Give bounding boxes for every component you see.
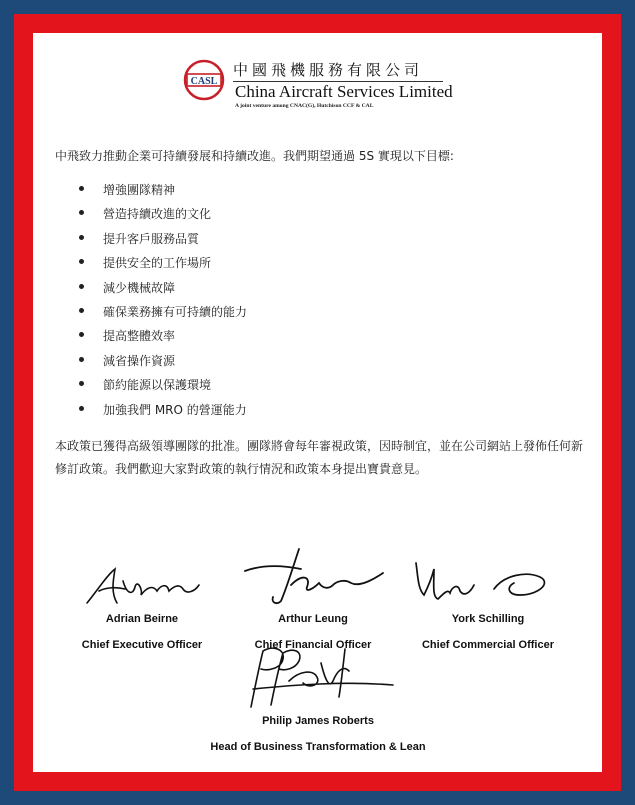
company-name-english: China Aircraft Services Limited: [235, 82, 453, 101]
signature-icon: [408, 553, 558, 609]
signature-block-head-transformation: [163, 641, 473, 759]
signatory-title: Chief Financial Officer: [254, 639, 372, 651]
bullet-icon: [79, 235, 84, 240]
list-item: 提高整體效率: [79, 327, 247, 351]
intro-text: 中飛致力推動企業可持續發展和持續改進。我們期望通過 5S 實現以下目標:: [55, 149, 454, 163]
bullet-icon: [79, 210, 84, 215]
list-item: 減少機械故障: [79, 279, 247, 303]
list-item: 加強我們 MRO 的營運能力: [79, 401, 247, 425]
list-item: 提供安全的工作場所: [79, 254, 247, 278]
list-item: 增強團隊精神: [79, 181, 247, 205]
svg-text:CASL: CASL: [190, 76, 218, 87]
list-item: 提升客戶服務品質: [79, 230, 247, 254]
signatory-title: Chief Commercial Officer: [421, 639, 555, 651]
casl-logo-icon: [183, 59, 225, 101]
list-item: 營造持續改進的文化: [79, 205, 247, 229]
bullet-icon: [79, 308, 84, 313]
bullet-icon: [79, 381, 84, 386]
policy-document: [33, 33, 602, 772]
bullet-icon: [79, 259, 84, 264]
company-logo: [183, 55, 453, 115]
bullet-icon: [79, 284, 84, 289]
signatory-name: Philip James Roberts: [262, 715, 374, 727]
list-item: 確保業務擁有可持續的能力: [79, 303, 247, 327]
signatory-name: Arthur Leung: [278, 613, 348, 625]
signature-icon: [77, 561, 207, 611]
signatory-title: Head of Business Transformation & Lean: [210, 741, 426, 753]
list-item: 減省操作資源: [79, 352, 247, 376]
policy-statement: 本政策已獲得高級領導團隊的批准。團隊將會每年審視政策，因時制宜，並在公司網站上發佈任何新修訂政策。我們歡迎大家對政策的執行情況和政策本身提出寶貴意見。: [55, 439, 584, 476]
bullet-icon: [79, 357, 84, 362]
company-name-chinese: 中國飛機服務有限公司: [233, 61, 424, 79]
list-item: 節約能源以保護環境: [79, 376, 247, 400]
signatory-title: Chief Executive Officer: [81, 639, 203, 651]
signatory-name: Adrian Beirne: [105, 613, 179, 625]
signature-icon: [233, 641, 403, 711]
company-subtitle: A joint venture among CNAC(G), Hutchison CCF & CAL: [235, 103, 374, 109]
signatory-name: York Schilling: [451, 613, 525, 625]
bullet-icon: [79, 332, 84, 337]
bullet-icon: [79, 186, 84, 191]
signature-icon: [241, 543, 391, 609]
bullet-icon: [79, 406, 84, 411]
goals-list: [79, 181, 247, 425]
